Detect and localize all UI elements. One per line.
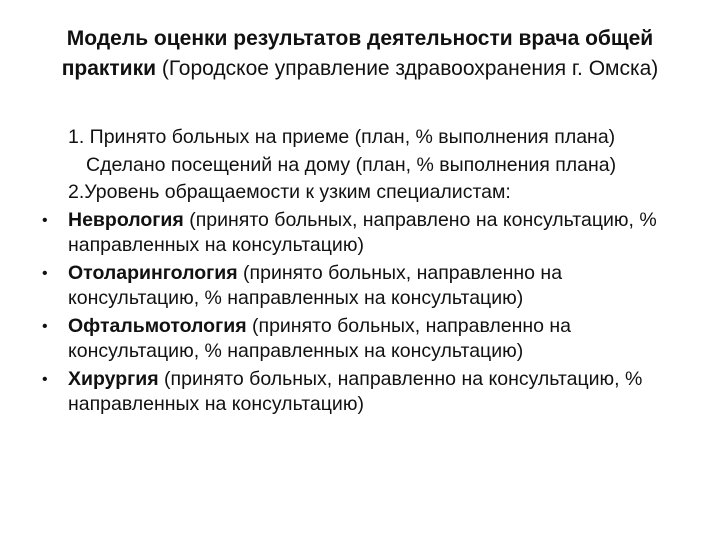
list-item-text: (принято больных, направлено на консультацию, % направленных на консультацию): [68, 208, 657, 256]
list-item-neurology: [38, 208, 688, 259]
bullet-icon: •: [42, 264, 48, 282]
paragraph-home-visits: [38, 153, 688, 179]
list-item-surgery: [38, 367, 688, 418]
slide-content: [38, 125, 688, 420]
title-bold-part: Модель оценки результатов деятельности врача общей практики: [61, 27, 654, 80]
list-item-ophthalmology: [38, 314, 688, 365]
list-item-term: Неврология: [68, 208, 184, 231]
list-item-term: Офтальмотология: [68, 314, 247, 337]
list-item-term: Отоларингология: [68, 261, 238, 284]
title-normal-part: (Городское управление здравоохранения г. Омска): [156, 57, 659, 80]
list-item-otolaryngology: [38, 261, 688, 312]
paragraph-text: 2.Уровень обращаемости к узким специалистам:: [68, 181, 511, 203]
paragraph-text: Сделано посещений на дому (план, % выполнения плана): [86, 153, 617, 176]
paragraph-specialists-level: [38, 180, 688, 206]
paragraph-patients-reception: [38, 125, 688, 151]
bullet-icon: •: [42, 211, 48, 229]
slide-title: [60, 24, 660, 84]
list-item-text: (принято больных, направленно на консультацию, % направленных на консультацию): [68, 367, 643, 415]
bullet-icon: •: [42, 317, 48, 335]
bullet-icon: •: [42, 370, 48, 388]
list-item-text: (принято больных, направленно на консультацию, % направленных на консультацию): [68, 314, 572, 362]
list-item-term: Хирургия: [68, 367, 159, 390]
paragraph-text: 1. Принято больных на приеме (план, % выполнения плана): [68, 126, 616, 148]
list-item-text: (принято больных, направленно на консультацию, % направленных на консультацию): [68, 261, 563, 309]
